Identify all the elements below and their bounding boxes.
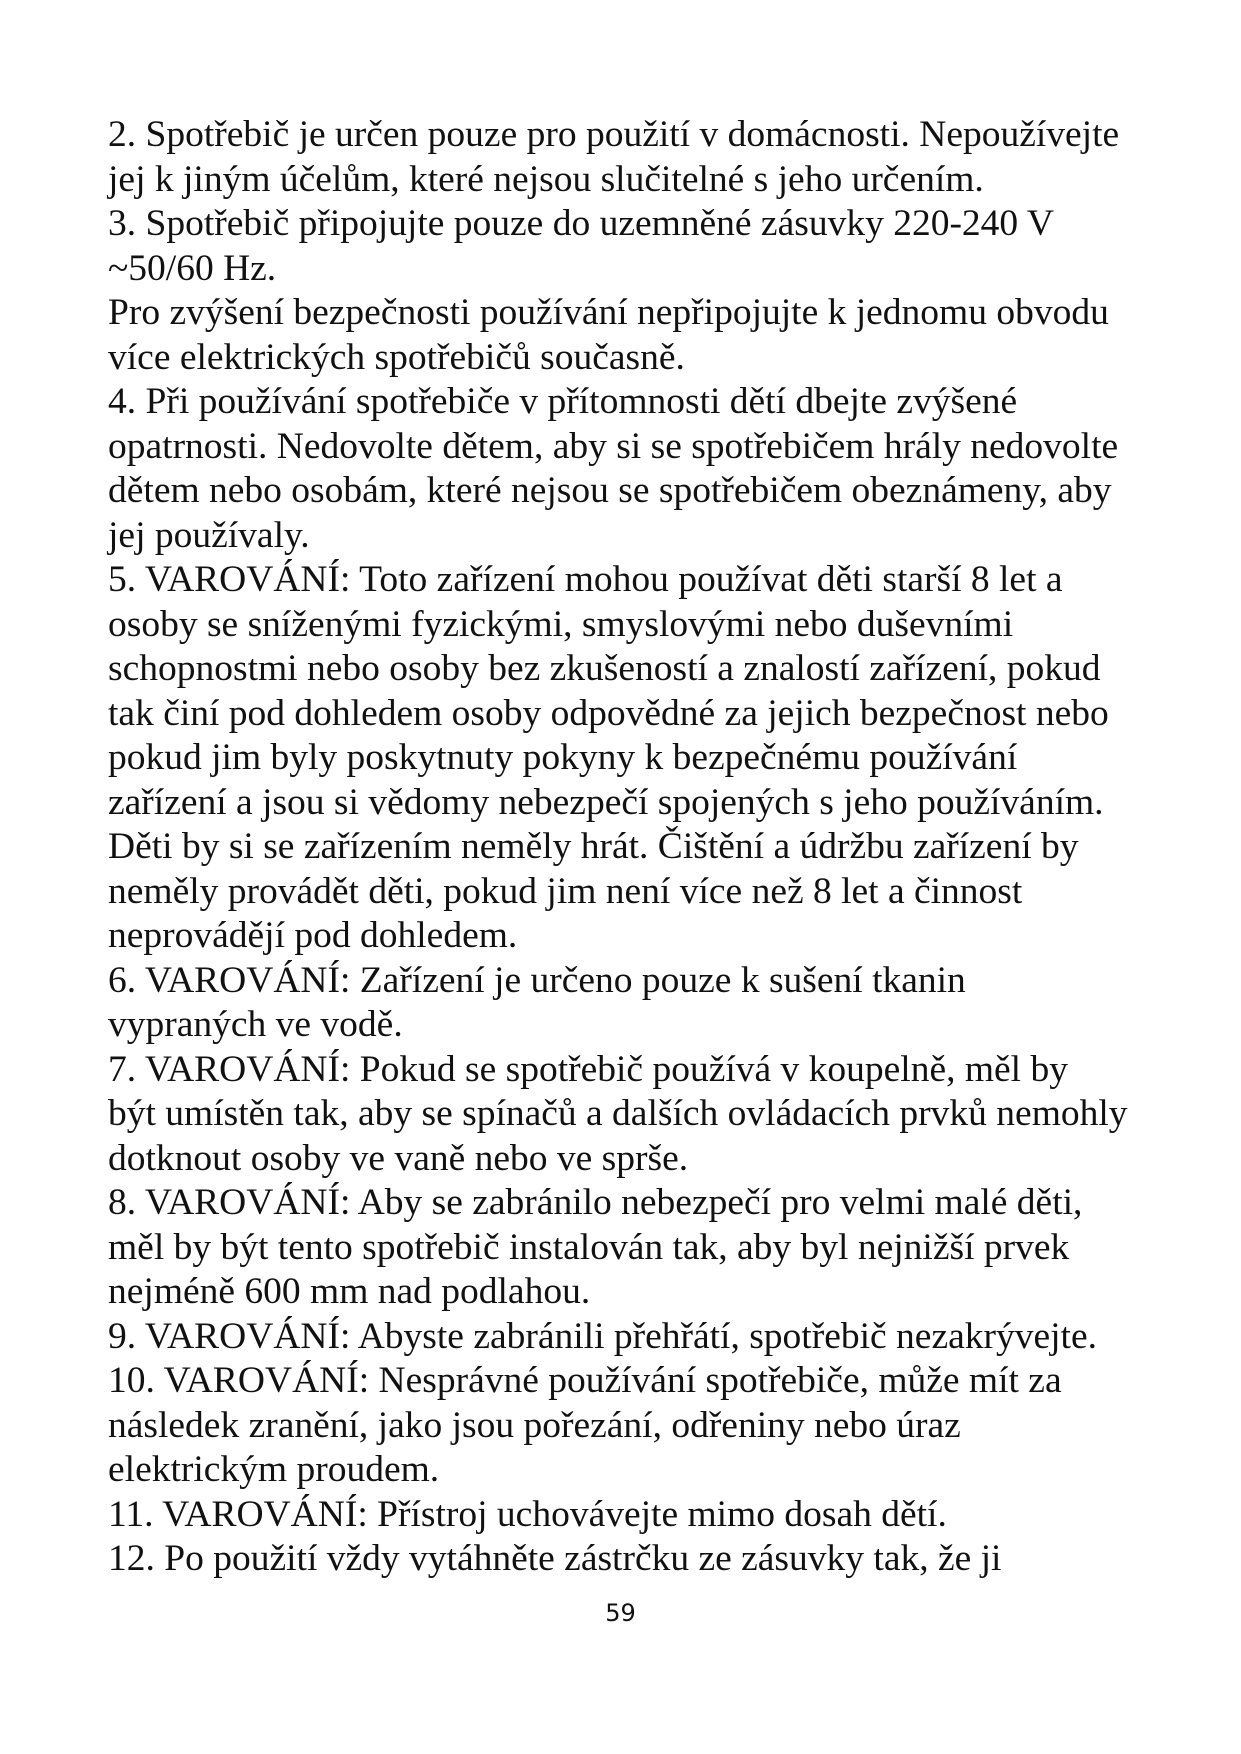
text-line: 2. Spotřebič je určen pouze pro použití v domácnosti. Nepoužívejte <box>108 114 1120 155</box>
text-line: opatrnosti. Nedovolte dětem, aby si se spotřebičem hrály nedovolte <box>108 425 1119 467</box>
text-line: 3. Spotřebič připojujte pouze do uzemněné zásuvky 220-240 V <box>108 203 1054 244</box>
text-line: jej k jiným účelům, které nejsou slučitelné s jeho určením. <box>108 158 984 200</box>
text-line: osoby se sníženými fyzickými, smyslovými nebo duševními <box>108 603 1014 645</box>
text-line: 12. Po použití vždy vytáhněte zástrčku ze zásuvky tak, že ji <box>108 1538 1002 1579</box>
paragraph-item-10 <box>108 1359 1188 1493</box>
text-line: neprovádějí pod dohledem. <box>108 915 518 956</box>
paragraph-item-9 <box>108 1315 1188 1360</box>
text-line: 5. VAROVÁNÍ: Toto zařízení mohou používat děti starší 8 let a <box>108 559 1063 600</box>
text-line: 4. Při používání spotřebiče v přítomnosti dětí dbejte zvýšené <box>108 381 1018 422</box>
paragraph-item-5 <box>108 558 1188 959</box>
paragraph-safety-note <box>108 291 1188 380</box>
text-line: více elektrických spotřebičů současně. <box>108 336 685 378</box>
text-line: schopnostmi nebo osoby bez zkušeností a znalostí zařízení, pokud <box>108 648 1101 689</box>
text-line: 6. VAROVÁNÍ: Zařízení je určeno pouze k sušení tkanin <box>108 959 966 1001</box>
text-line: měl by být tento spotřebič instalován tak, aby byl nejnižší prvek <box>108 1226 1070 1268</box>
text-line: Děti by si se zařízením neměly hrát. Čištění a údržbu zařízení by <box>108 826 1079 867</box>
text-line: elektrickým proudem. <box>108 1449 440 1490</box>
text-line: 9. VAROVÁNÍ: Abyste zabránili přehřátí, spotřebič nezakrývejte. <box>108 1315 1097 1357</box>
text-line: být umístěn tak, aby se spínačů a dalších ovládacích prvků nemohly <box>108 1093 1128 1134</box>
text-line: tak činí pod dohledem osoby odpovědné za jejich bezpečnost nebo <box>108 692 1109 734</box>
text-line: pokud jim byly poskytnuty pokyny k bezpečnému používání <box>108 737 1018 778</box>
text-line: 10. VAROVÁNÍ: Nesprávné používání spotřebiče, může mít za <box>108 1360 1062 1401</box>
paragraph-item-4 <box>108 380 1188 558</box>
text-line: dětem nebo osobám, které nejsou se spotřebičem obeznámeny, aby <box>108 470 1112 511</box>
text-line: Pro zvýšení bezpečnosti používání nepřipojujte k jednomu obvodu <box>108 292 1109 333</box>
text-line: 11. VAROVÁNÍ: Přístroj uchovávejte mimo dosah dětí. <box>108 1493 947 1535</box>
text-line: 8. VAROVÁNÍ: Aby se zabránilo nebezpečí pro velmi malé děti, <box>108 1182 1083 1223</box>
paragraph-item-7 <box>108 1048 1188 1182</box>
text-line: zařízení a jsou si vědomy nebezpečí spojených s jeho používáním. <box>108 781 1104 823</box>
text-line: jej používaly. <box>108 514 310 556</box>
paragraph-item-6 <box>108 959 1188 1048</box>
page-body <box>108 113 1188 1582</box>
text-line: 7. VAROVÁNÍ: Pokud se spotřebič používá v koupelně, měl by <box>108 1048 1068 1090</box>
paragraph-item-3 <box>108 202 1188 291</box>
text-line: ~50/60 Hz. <box>108 247 277 289</box>
text-line: vypraných ve vodě. <box>108 1004 403 1045</box>
paragraph-item-11 <box>108 1493 1188 1538</box>
text-line: nejméně 600 mm nad podlahou. <box>108 1271 591 1312</box>
text-line: dotknout osoby ve vaně nebo ve sprše. <box>108 1137 689 1179</box>
paragraph-item-8 <box>108 1181 1188 1315</box>
paragraph-item-12 <box>108 1537 1188 1582</box>
text-line: následek zranění, jako jsou pořezání, odřeniny nebo úraz <box>108 1404 961 1446</box>
paragraph-item-2 <box>108 113 1188 202</box>
page-number: 59 <box>605 1599 636 1627</box>
text-line: neměly provádět děti, pokud jim není více než 8 let a činnost <box>108 870 1023 912</box>
